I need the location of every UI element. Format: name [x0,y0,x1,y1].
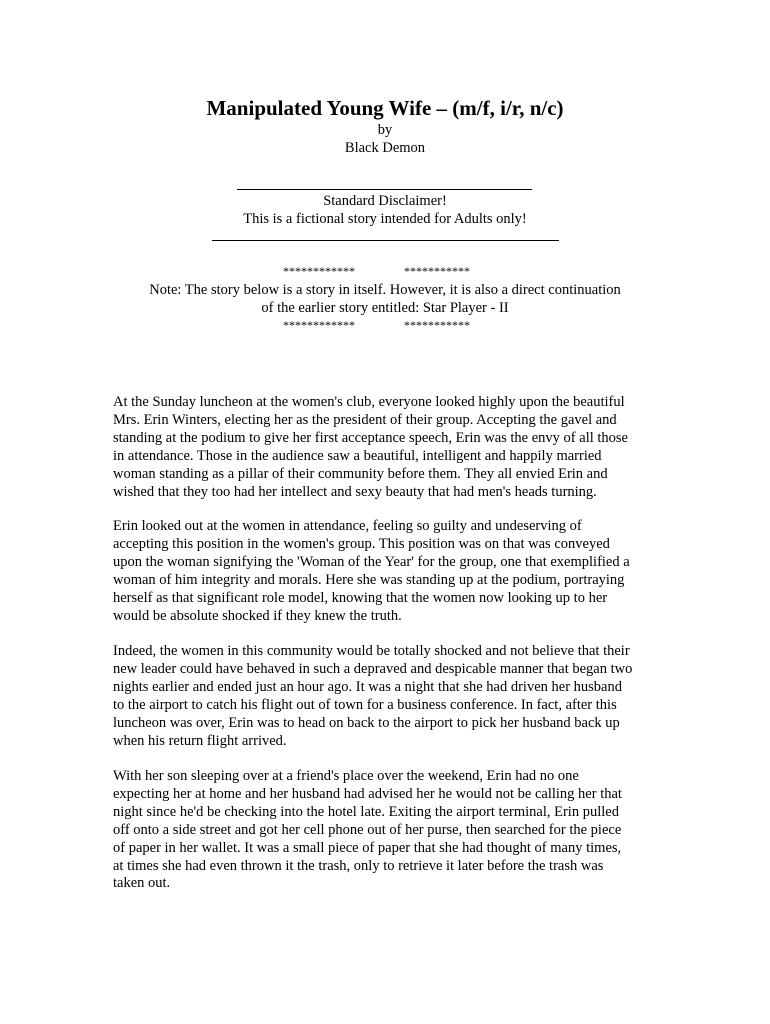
paragraph-line: off onto a side street and got her cell phone out of her purse, then searched for the piece [113,821,622,838]
paragraph-1 [113,394,628,501]
paragraph-line: herself as that significant role model, knowing that the women now looking up to her [113,589,608,606]
paragraph-line: to the airport to catch his flight out of town for a business conference. In fact, after this [113,696,617,713]
paragraph-line: woman of him integrity and morals. Here she was standing up at the podium, portraying [113,571,625,588]
note-line-1: Note: The story below is a story in itself. However, it is also a direct continuation [149,282,621,298]
paragraph-line: night since he'd be checking into the hotel late. Exiting the airport terminal, Erin pulled [113,803,619,820]
paragraph-2 [113,518,630,625]
paragraph-line: accepting this position in the women's group. This position was on that was conveyed [113,535,610,552]
stars-left: ************ [283,264,355,278]
paragraph-4 [113,768,622,893]
paragraph-line: would be absolute shocked if they knew the truth. [113,607,402,624]
stars-left-2: ************ [283,318,355,332]
paragraph-line: new leader could have behaved in such a depraved and despicable manner that began two [113,660,633,677]
paragraph-line: of paper in her wallet. It was a small piece of paper that she had thought of many times, [113,839,622,856]
paragraph-line: expecting her at home and her husband had advised her he would not be calling her that [113,785,622,802]
paragraph-3 [113,643,632,750]
note-line-2: of the earlier story entitled: Star Player - II [261,300,509,316]
paragraph-line: in attendance. Those in the audience saw a beautiful, intelligent and happily married [113,447,602,464]
author-name: Black Demon [344,140,426,156]
stars-right: *********** [404,264,470,278]
paragraph-line: upon the woman signifying the 'Woman of the Year' for the group, one that exemplified a [113,553,630,570]
paragraph-line: nights earlier and ended just an hour ago. It was a night that she had driven her husband [113,678,622,695]
disclaimer-text: This is a fictional story intended for Adults only! [243,211,527,227]
divider-top [237,189,532,190]
paragraph-line: With her son sleeping over at a friend's place over the weekend, Erin had no one [113,768,579,784]
paragraph-line: luncheon was over, Erin was to head on back to the airport to pick her husband back up [113,714,620,731]
paragraph-line: when his return flight arrived. [113,732,287,749]
story-title: Manipulated Young Wife – (m/f, i/r, n/c) [206,96,564,120]
paragraph-line: standing at the podium to give her first acceptance speech, Erin was the envy of all those [113,429,628,446]
paragraph-line: wished that they too had her intellect and sexy beauty that had men's heads turning. [113,483,597,500]
paragraph-line: taken out. [113,875,171,892]
byline: by [377,122,393,138]
disclaimer-heading: Standard Disclaimer! [323,193,447,209]
paragraph-line: woman standing as a pillar of their community before them. They all envied Erin and [113,465,608,482]
paragraph-line: Mrs. Erin Winters, electing her as the president of their group. Accepting the gavel and [113,411,617,428]
paragraph-line: Erin looked out at the women in attendance, feeling so guilty and undeserving of [113,518,582,534]
divider-bottom [212,240,559,241]
paragraph-line: Indeed, the women in this community would be totally shocked and not believe that their [113,643,630,659]
paragraph-line: at times she had even thrown it the trash, only to retrieve it later before the trash was [113,857,604,874]
paragraph-line: At the Sunday luncheon at the women's club, everyone looked highly upon the beautiful [113,394,625,410]
stars-right-2: *********** [404,318,470,332]
